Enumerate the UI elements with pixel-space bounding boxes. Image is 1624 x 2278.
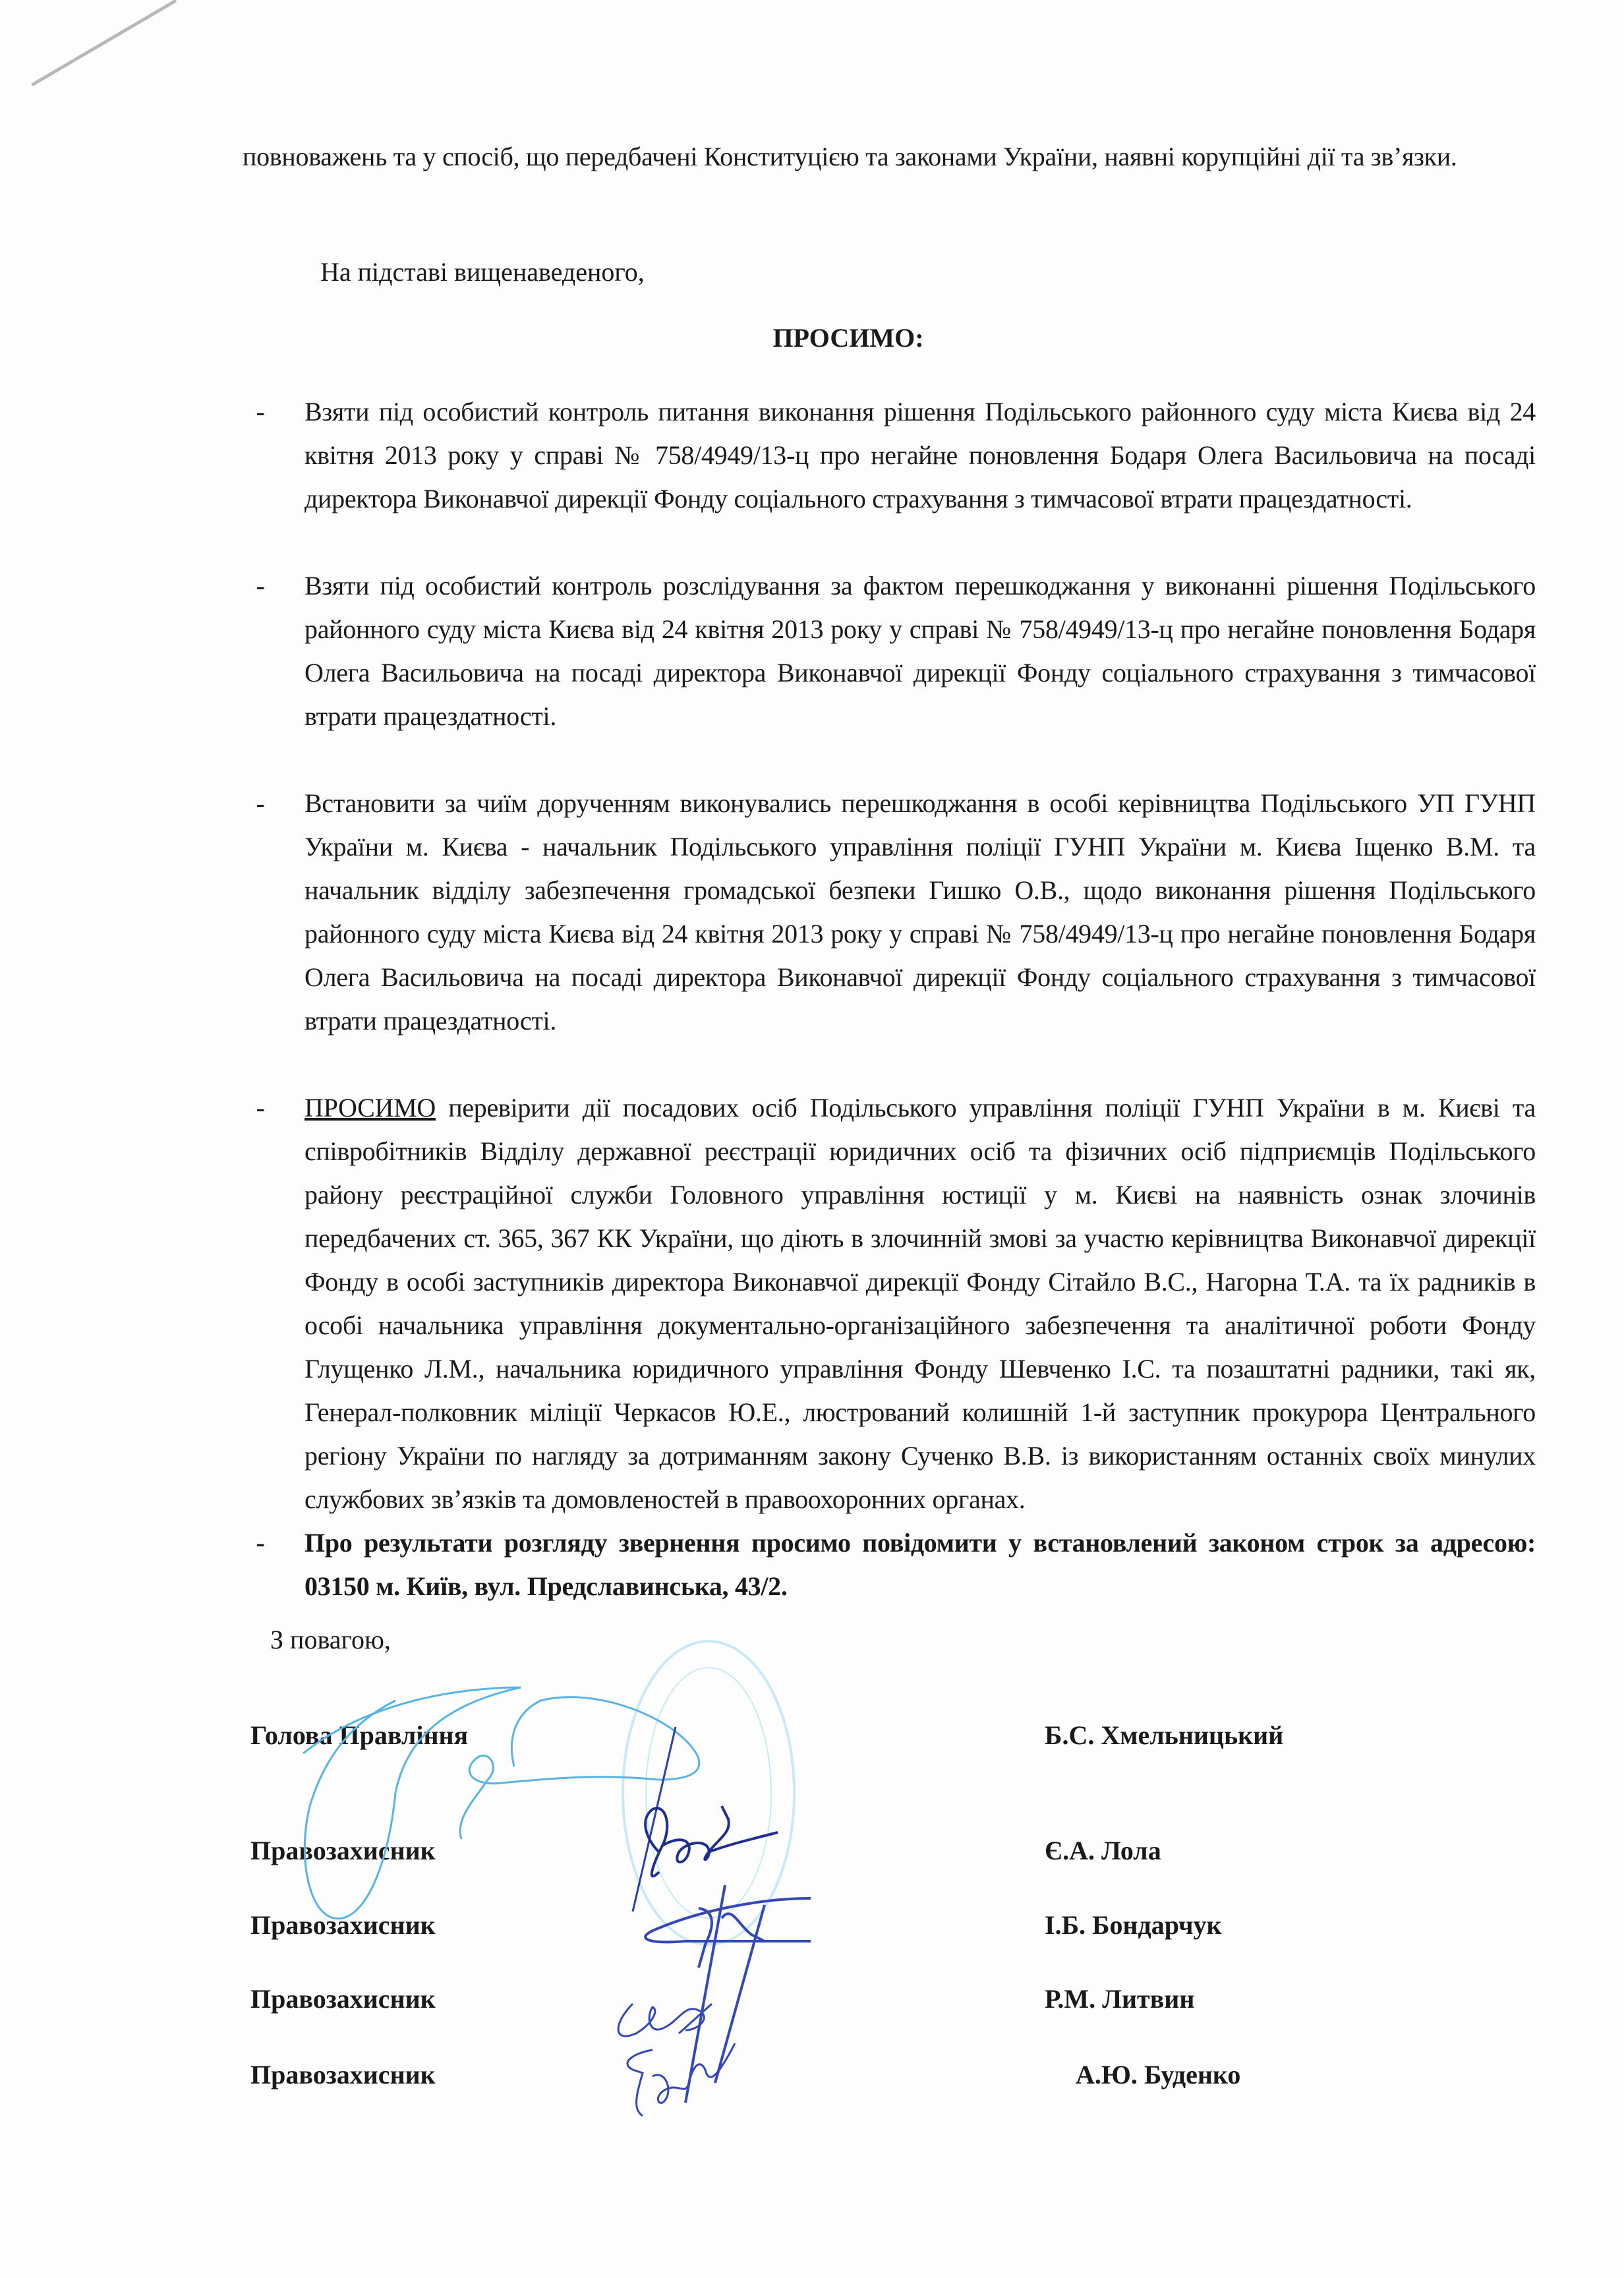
request-item-5 bbox=[244, 1521, 1536, 1608]
bullet-dash: - bbox=[256, 1093, 265, 1123]
signatory-row-1 bbox=[0, 1714, 1624, 1760]
signatory-role: Правозахисник bbox=[250, 1836, 436, 1865]
signatory-role: Правозахисник bbox=[250, 2060, 436, 2089]
request-text: Взяти під особистий контроль питання виконання рішення Подільського районного суду міста Києва від 24 квітня 2013 року у справі № 758/4949/13-ц про негайне поновлення Бодаря Олега Васильовича на посаді директора Виконавчої дирекції Фонду соціального страхування з тимчасової втрати працездатності. bbox=[304, 397, 1536, 513]
bullet-dash: - bbox=[256, 397, 265, 426]
bullet-dash: - bbox=[256, 788, 265, 818]
closing-salutation: З повагою, bbox=[270, 1625, 391, 1654]
signatory-role: Правозахисник bbox=[250, 1984, 436, 2014]
request-item-3 bbox=[244, 782, 1536, 1043]
request-item-2 bbox=[244, 564, 1536, 738]
signatory-row-3 bbox=[0, 1904, 1624, 1950]
signatory-row-4 bbox=[0, 1977, 1624, 2024]
signatory-name: Б.С. Хмельницький bbox=[1045, 1720, 1284, 1750]
organization-stamp-icon bbox=[623, 1641, 794, 1944]
intro-paragraph: повноважень та у спосіб, що передбачені Конституцією та законами України, наявні корупційні дії та зв’язки. bbox=[243, 142, 1457, 171]
requests-list bbox=[244, 390, 1536, 1608]
signatory-name: Р.М. Литвин bbox=[1045, 1984, 1195, 2014]
request-item-4 bbox=[244, 1086, 1536, 1521]
request-item-1 bbox=[244, 390, 1536, 521]
signatory-row-5 bbox=[0, 2053, 1624, 2099]
request-lead-underlined: ПРОСИМО bbox=[304, 1093, 436, 1123]
signatory-name: Є.А. Лола bbox=[1045, 1836, 1161, 1865]
request-text: Взяти під особистий контроль розслідування за фактом перешкоджання у виконанні рішення Подільського районного суду міста Києва від 24 квітня 2013 року у справі № 758/4949/13-ц про негайне поновлення Бодаря Олега Васильовича на посаді директора Виконавчої дирекції Фонду соціального страхування з тимчасової втрати працездатності. bbox=[304, 571, 1536, 731]
scan-corner-mark bbox=[13, 0, 185, 92]
signatory-role: Голова Правління bbox=[250, 1720, 469, 1750]
signatory-name: І.Б. Бондарчук bbox=[1045, 1910, 1222, 1940]
bullet-dash: - bbox=[256, 1528, 265, 1558]
request-text: перевірити дії посадових осіб Подільського управління поліції ГУНП України в м. Києві та співробітників Відділу державної реєстрації юридичних осіб та фізичних осіб підприємців Подільського району реєстраційної служби Головного управління юстиції у м. Києві на наявність ознак злочинів передбачених ст. 365, 367 КК України, що діють в злочинній змові за участю керівництва Виконавчої дирекції Фонду в особі заступників директора Виконавчої дирекції Фонду Сітайло В.С., Нагорна Т.А. та їх радників в особі начальника управління документально-організаційного забезпечення та аналітичної роботи Фонду Глущенко Л.М., начальника юридичного управління Фонду Шевченко І.С. та позаштатні радники, такі як, Генерал-полковник міліції Черкасов Ю.Е., люстрований колишній 1-й заступник прокурора Центрального регіону України по нагляду за дотриманням закону Сученко В.В. із використанням останніх своїх минулих службових зв’язків та домовленостей в правоохоронних органах. bbox=[304, 1093, 1536, 1514]
signatory-row-2 bbox=[0, 1829, 1624, 1875]
signatory-name: А.Ю. Буденко bbox=[1076, 2060, 1241, 2089]
bullet-dash: - bbox=[256, 571, 265, 600]
request-heading: ПРОСИМО: bbox=[772, 323, 924, 353]
request-text: Встановити за чиїм дорученням виконувались перешкоджання в особі керівництва Подільського УП ГУНП України м. Києва - начальник Подільського управління поліції ГУНП України м. Києва Іщенко В.М. та начальник відділу забезпечення громадської безпеки Гишко О.В., щодо виконання рішення Подільського районного суду міста Києва від 24 квітня 2013 року у справі № 758/4949/13-ц про негайне поновлення Бодаря Олега Васильовича на посаді директора Виконавчої дирекції Фонду соціального страхування з тимчасової втрати працездатності. bbox=[304, 788, 1536, 1036]
signatory-role: Правозахисник bbox=[250, 1910, 436, 1940]
basis-line: На підставі вищенаведеного, bbox=[320, 257, 645, 287]
request-text: Про результати розгляду звернення просимо повідомити у встановлений законом строк за адресою: 03150 м. Київ, вул. Предславинська, 43/2. bbox=[304, 1528, 1536, 1601]
